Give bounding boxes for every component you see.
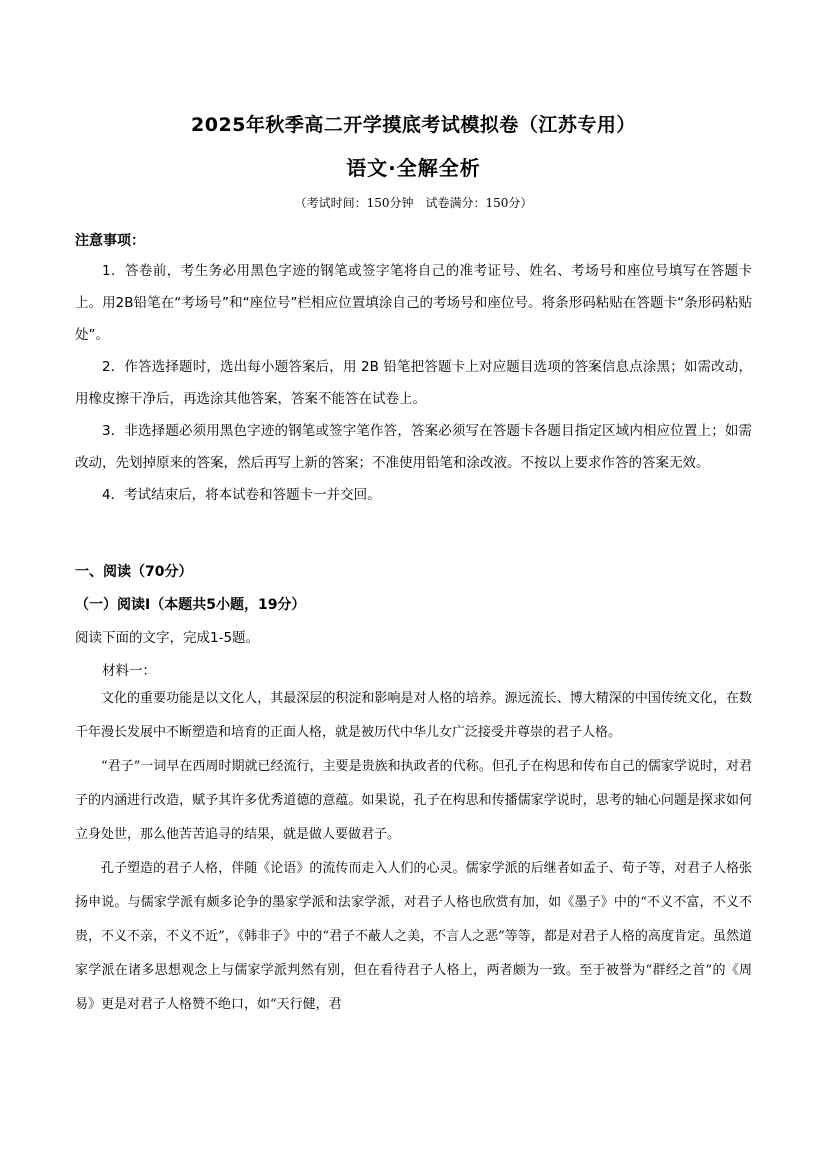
material-label: 材料一： xyxy=(102,663,156,679)
exam-info: （考试时间：150分钟 试卷满分：150分） xyxy=(294,196,533,210)
section-heading: 一、阅读（70分） xyxy=(75,564,193,580)
notice-item: 3．非选择题必须用黑色字迹的钢笔或签字笔作答，答案必须写在答题卡各题目指定区域内相应位置上；如需改动，先划掉原来的答案，然后再写上新的答案；不准使用铅笔和涂改液。不按以上要求作答的答案无效。 xyxy=(75,423,752,471)
notice-list xyxy=(75,255,752,511)
section-sub-heading: （一）阅读Ⅰ（本题共5小题，19分） xyxy=(75,597,306,613)
notice-item: 4．考试结束后，将本试卷和答题卡一并交回。 xyxy=(102,487,381,503)
notice-item: 1．答卷前，考生务必用黑色字迹的钢笔或签字笔将自己的准考证号、姓名、考场号和座位号填写在答题卡上。用2B铅笔在“考场号”和“座位号”栏相应位置填涂自己的考场号和座位号。将条形码粘贴在答题卡“条形码粘贴处”。 xyxy=(75,263,752,343)
material-body xyxy=(75,682,752,1022)
document-subtitle: 语文·全解全析 xyxy=(346,156,481,180)
document-title: 2025年秋季高二开学摸底考试模拟卷（江苏专用） xyxy=(191,114,636,136)
material-paragraph: 孔子塑造的君子人格，伴随《论语》的流传而走入人们的心灵。儒家学派的后继者如孟子、荀子等，对君子人格张扬申说。与儒家学派有颇多论争的墨家学派和法家学派，对君子人格也欣赏有加，如《墨子》中的“不义不富，不义不贵，不义不亲，不义不近”，《韩非子》中的“君子不蔽人之美，不言人之恶”等等，都是对君子人格的高度肯定。虽然道家学派在诸多思想观念上与儒家学派判然有别，但在看待君子人格上，两者颇为一致。至于被誉为“群经之首”的《周易》更是对君子人格赞不绝口，如“天行健，君 xyxy=(75,861,752,1012)
notice-heading: 注意事项： xyxy=(75,233,145,249)
section-instruction: 阅读下面的文字，完成1-5题。 xyxy=(75,630,260,646)
material-paragraph: “君子”一词早在西周时期就已经流行，主要是贵族和执政者的代称。但孔子在构思和传布自己的儒家学说时，对君子的内涵进行改造，赋予其许多优秀道德的意蕴。如果说，孔子在构思和传播儒家学说时，思考的轴心问题是探求如何立身处世，那么他苦苦追寻的结果，就是做人要做君子。 xyxy=(75,759,752,842)
notice-item: 2．作答选择题时，选出每小题答案后，用 2B 铅笔把答题卡上对应题目选项的答案信息点涂黑；如需改动，用橡皮擦干净后，再选涂其他答案，答案不能答在试卷上。 xyxy=(75,359,752,407)
material-paragraph: 文化的重要功能是以文化人，其最深层的积淀和影响是对人格的培养。源远流长、博大精深的中国传统文化，在数千年漫长发展中不断塑造和培育的正面人格，就是被历代中华儿女广泛接受并尊崇的君子人格。 xyxy=(75,691,752,740)
